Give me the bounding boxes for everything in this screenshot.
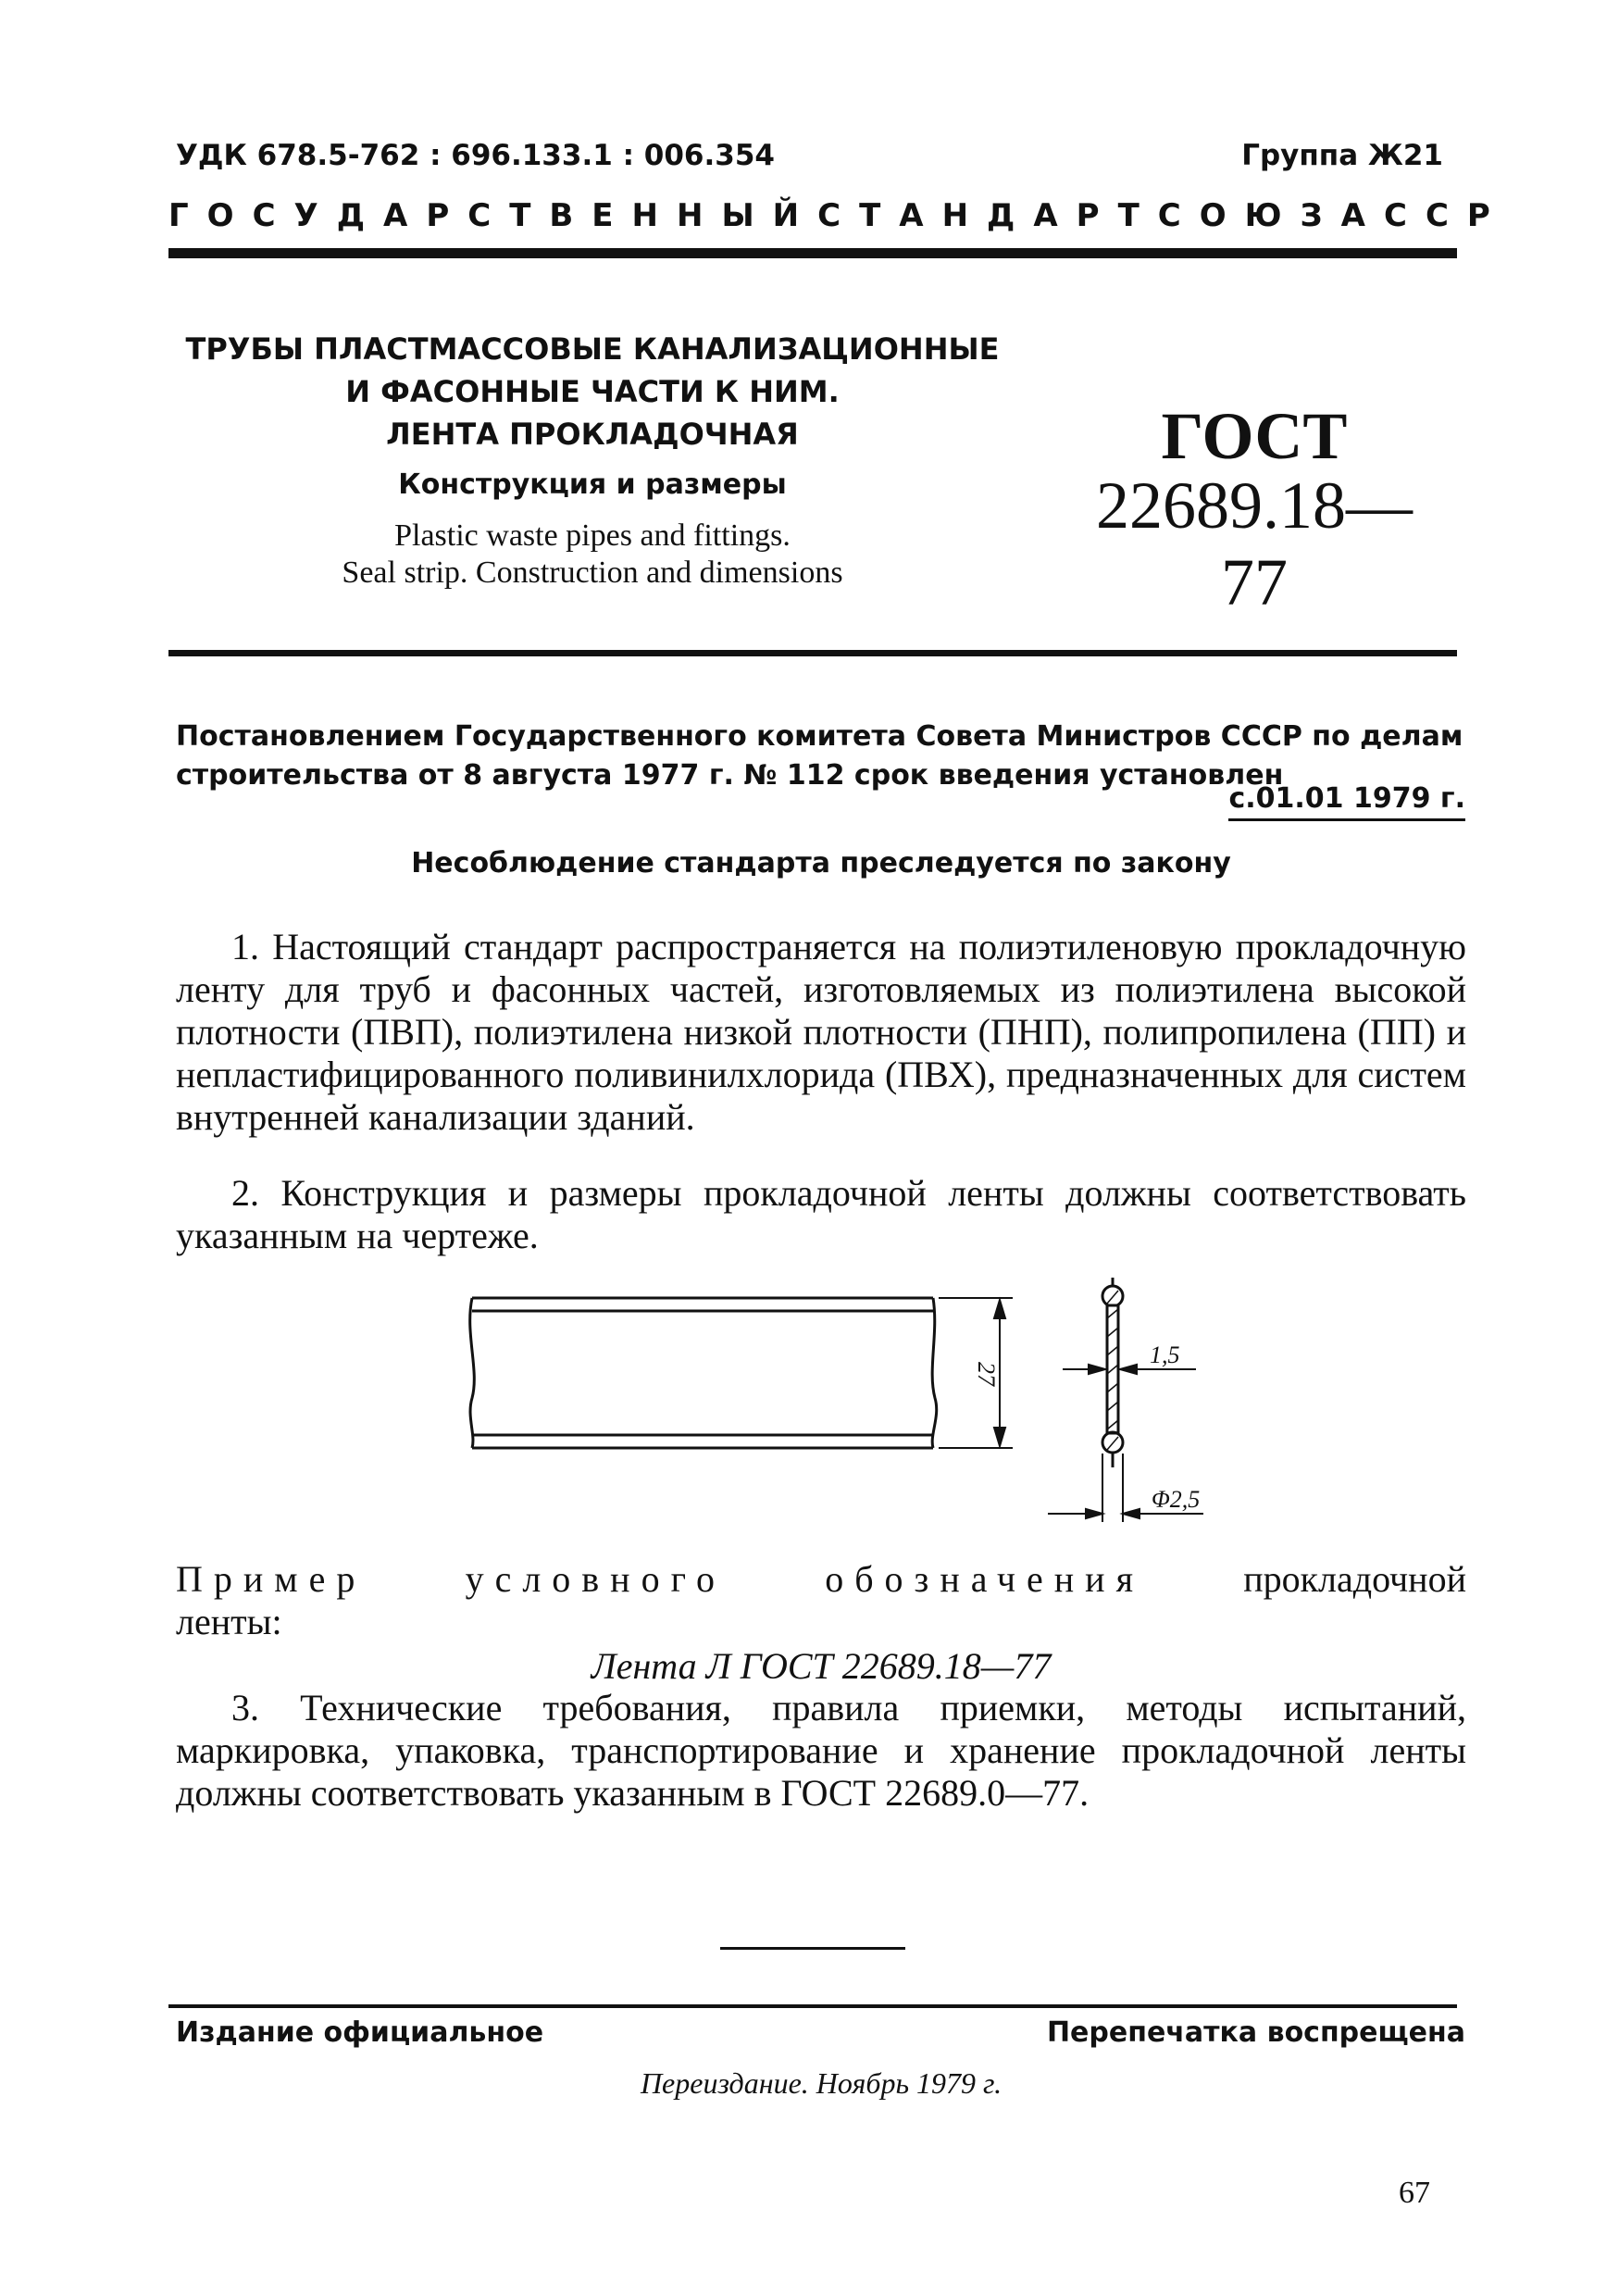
decree-text: Постановлением Государственного комитета Совета Министров СССР по делам строительства от 8 августа 1977 г. № 112 срок введения установлен [176,720,1463,792]
title-line: И ФАСОННЫЕ ЧАСТИ К НИМ. [345,374,840,409]
strip-front-view [470,1298,937,1448]
page-number: 67 [1399,2176,1430,2210]
example-word: Пример [176,1558,367,1600]
paragraph-2: 2. Конструкция и размеры прокладочной ленты должны соответствовать указанным на чертеже. [176,1172,1466,1256]
standard-word: СТАНДАРТ [817,197,1158,234]
dim-thickness-label: 1,5 [1150,1341,1180,1368]
example-word: прокладочной [1243,1558,1466,1600]
standard-word: ССР [1384,197,1509,234]
gost-label: ГОСТ [1161,399,1348,473]
title-line: ЛЕНТА ПРОКЛАДОЧНАЯ [386,417,799,452]
standard-word: ГОСУДАРСТВЕННЫЙ [168,197,818,234]
header-thick-rule [168,248,1457,258]
reissue-note: Переиздание. Ноябрь 1979 г. [640,2066,1003,2100]
example-word: условного [465,1558,726,1600]
title-line: ТРУБЫ ПЛАСТМАССОВЫЕ КАНАЛИЗАЦИОННЫЕ [185,331,1000,367]
dim-diameter-label: Φ2,5 [1152,1486,1201,1513]
udk-code: УДК 678.5-762 : 696.133.1 : 006.354 [176,139,775,172]
english-title-line: Plastic waste pipes and fittings. [394,518,791,553]
strip-cross-section [1102,1278,1123,1467]
example-designation: Лента Л ГОСТ 22689.18—77 [591,1645,1052,1687]
example-intro [176,1558,1466,1643]
title-subtitle: Конструкция и размеры [398,468,787,501]
decree-date: с.01.01 1979 г. [1228,782,1465,821]
title-rule [168,650,1457,656]
law-notice: Несоблюдение стандарта преследуется по закону [411,847,1231,880]
standard-word: СОЮЗА [1157,197,1384,234]
gost-number: 22689.18—77 [1096,468,1413,619]
group-code: Группа Ж21 [1241,139,1443,172]
example-tail: ленты: [176,1601,282,1642]
seal-strip-drawing [444,1278,1240,1528]
short-divider [720,1947,905,1950]
example-row [176,1558,1466,1601]
paragraph-1: 1. Настоящий стандарт распространяется на полиэтиленовую прокладочную ленту для труб и фасонных частей, изготовляемых из полиэтилена высокой плотности (ПВП), полиэтилена низкой плотности (ПНП), полипропилена (ПП) и непластифицированного поливинилхлорида (ПВХ), предназначенных для систем внутренней канализации зданий. [176,926,1466,1138]
footer-rule [168,2004,1457,2008]
official-edition: Издание официальное [176,2016,544,2049]
english-title-line: Seal strip. Construction and dimensions [342,555,843,590]
standard-heading [168,197,1509,234]
paragraph-3: 3. Технические требования, правила приемки, методы испытаний, маркировка, упаковка, транспортирование и хранение прокладочной ленты должны соответствовать указанным в ГОСТ 22689.0—77. [176,1687,1466,1814]
example-word: обозначения [825,1558,1144,1600]
title-block [185,328,1000,592]
reprint-forbidden: Перепечатка воспрещена [1046,2016,1465,2049]
dim-width-label: 27 [973,1362,1000,1386]
